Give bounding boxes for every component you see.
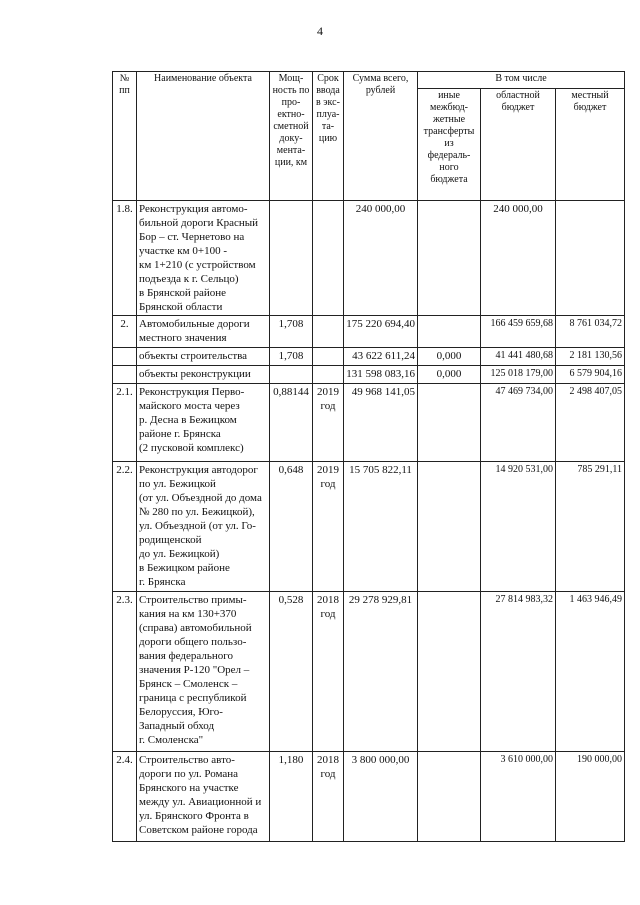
cell-total: 3 800 000,00 — [344, 752, 418, 842]
cell-total: 240 000,00 — [344, 201, 418, 316]
cell-capacity: 0,648 — [270, 462, 313, 592]
cell-name: Строительство примы- кания на км 130+370 (справа) автомобильной дороги общего пользо- вания федерального значения Р-120 "Орел – Брянск – Смоленск – граница с республикой Белоруссия, Юго- Западный обход г. Смоленска" — [137, 592, 270, 752]
table-row — [113, 201, 625, 316]
cell-term: 2018 год — [313, 752, 344, 842]
table-row — [113, 366, 625, 384]
cell-regional: 27 814 983,32 — [481, 592, 556, 752]
cell-total: 15 705 822,11 — [344, 462, 418, 592]
cell-name: Автомобильные дороги местного значения — [137, 316, 270, 348]
header-local: местный бюджет — [556, 89, 625, 201]
cell-term — [313, 201, 344, 316]
header-capacity: Мощ- ность по про- ектно- сметной доку- мента- ции, км — [270, 72, 313, 201]
cell-capacity — [270, 201, 313, 316]
cell-local: 190 000,00 — [556, 752, 625, 842]
header-federal: иные межбюд- жетные трансферты из федераль- ного бюджета — [418, 89, 481, 201]
cell-federal: 0,000 — [418, 366, 481, 384]
cell-capacity: 1,180 — [270, 752, 313, 842]
cell-local: 1 463 946,49 — [556, 592, 625, 752]
cell-federal: 0,000 — [418, 348, 481, 366]
cell-name: объекты реконструкции — [137, 366, 270, 384]
cell-num — [113, 348, 137, 366]
table-row — [113, 316, 625, 348]
cell-name: Строительство авто- дороги по ул. Романа Брянского на участке между ул. Авиационной и ул. Брянского Фронта в Советском районе города — [137, 752, 270, 842]
cell-federal — [418, 384, 481, 462]
table-row — [113, 462, 625, 592]
cell-name: Реконструкция автомо- бильной дороги Красный Бор – ст. Чернетово на участке км 0+100 - км 1+210 (с устройством подъезда к г. Сельцо) в Брянской районе Брянской области — [137, 201, 270, 316]
cell-name: объекты строительства — [137, 348, 270, 366]
cell-term — [313, 348, 344, 366]
header-term: Срок ввода в экс- плуа- та- цию — [313, 72, 344, 201]
cell-regional: 14 920 531,00 — [481, 462, 556, 592]
cell-total: 131 598 083,16 — [344, 366, 418, 384]
budget-table — [112, 71, 625, 842]
cell-local: 6 579 904,16 — [556, 366, 625, 384]
cell-regional: 240 000,00 — [481, 201, 556, 316]
cell-federal — [418, 592, 481, 752]
cell-total: 43 622 611,24 — [344, 348, 418, 366]
cell-capacity: 1,708 — [270, 348, 313, 366]
cell-term: 2019 год — [313, 384, 344, 462]
cell-local — [556, 201, 625, 316]
cell-name: Реконструкция автодорог по ул. Бежицкой (от ул. Объездной до дома № 280 по ул. Бежицкой), ул. Объездной (от ул. Го- родищенской до ул. Бежицкой) в Бежицком районе г. Брянска — [137, 462, 270, 592]
cell-federal — [418, 201, 481, 316]
cell-term — [313, 366, 344, 384]
cell-local: 8 761 034,72 — [556, 316, 625, 348]
cell-num: 1.8. — [113, 201, 137, 316]
table-row — [113, 592, 625, 752]
cell-local: 785 291,11 — [556, 462, 625, 592]
table-row — [113, 752, 625, 842]
cell-regional: 3 610 000,00 — [481, 752, 556, 842]
page-number: 4 — [317, 24, 323, 38]
cell-federal — [418, 752, 481, 842]
header-name: Наименование объекта — [137, 72, 270, 201]
cell-total: 49 968 141,05 — [344, 384, 418, 462]
table-row — [113, 348, 625, 366]
cell-num: 2.4. — [113, 752, 137, 842]
cell-term — [313, 316, 344, 348]
cell-num: 2.3. — [113, 592, 137, 752]
header-total: Сумма всего, рублей — [344, 72, 418, 201]
cell-name: Реконструкция Перво- майского моста через р. Десна в Бежицком районе г. Брянска (2 пусковой комплекс) — [137, 384, 270, 462]
table-row — [113, 384, 625, 462]
cell-capacity: 0,528 — [270, 592, 313, 752]
cell-regional: 47 469 734,00 — [481, 384, 556, 462]
header-including: В том числе — [418, 72, 625, 89]
cell-num — [113, 366, 137, 384]
cell-local: 2 181 130,56 — [556, 348, 625, 366]
header-regional: областной бюджет — [481, 89, 556, 201]
cell-capacity: 0,88144 — [270, 384, 313, 462]
cell-regional: 166 459 659,68 — [481, 316, 556, 348]
cell-num: 2.1. — [113, 384, 137, 462]
cell-term: 2018 год — [313, 592, 344, 752]
cell-term: 2019 год — [313, 462, 344, 592]
cell-capacity: 1,708 — [270, 316, 313, 348]
cell-federal — [418, 316, 481, 348]
cell-local: 2 498 407,05 — [556, 384, 625, 462]
cell-federal — [418, 462, 481, 592]
cell-total: 29 278 929,81 — [344, 592, 418, 752]
cell-total: 175 220 694,40 — [344, 316, 418, 348]
header-num: № пп — [113, 72, 137, 201]
cell-num: 2.2. — [113, 462, 137, 592]
cell-regional: 125 018 179,00 — [481, 366, 556, 384]
cell-num: 2. — [113, 316, 137, 348]
cell-regional: 41 441 480,68 — [481, 348, 556, 366]
cell-capacity — [270, 366, 313, 384]
